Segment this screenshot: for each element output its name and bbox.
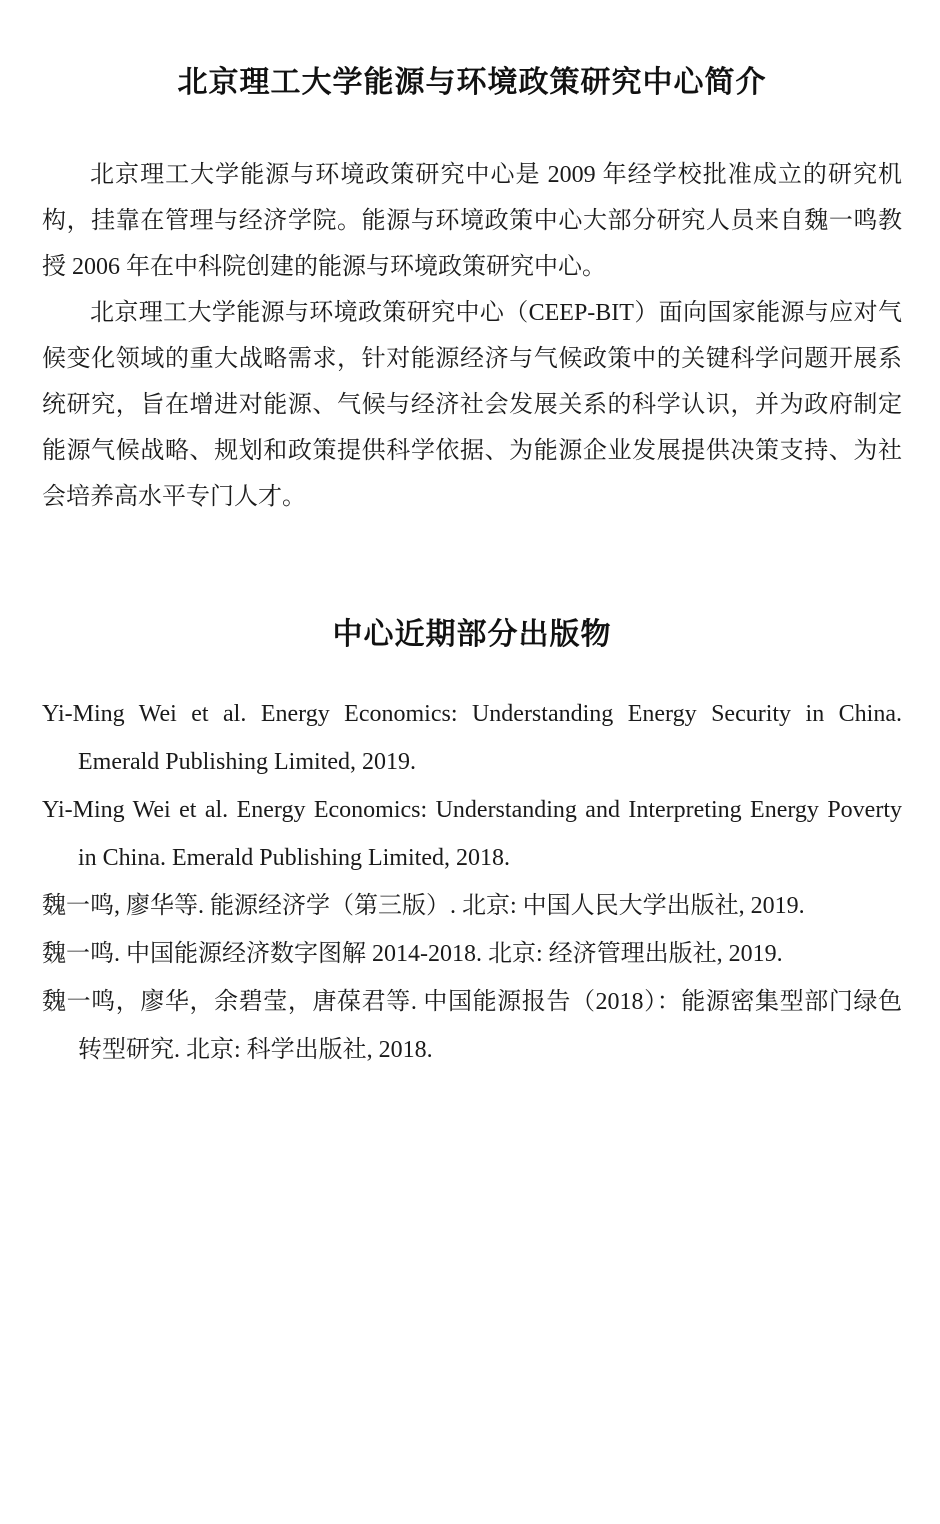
- publication-item-4: 魏一鸣. 中国能源经济数字图解 2014-2018. 北京: 经济管理出版社, 2019.: [42, 941, 783, 967]
- publications-section-heading: 中心近期部分出版物: [332, 618, 612, 651]
- intro-paragraph-2: 北京理工大学能源与环境政策研究中心（CEEP-BIT）面向国家能源与应对气候变化领域的重大战略需求，针对能源经济与气候政策中的关键科学问题开展系统研究，旨在增进对能源、气候与经济社会发展关系的科学认识，并为政府制定能源气候战略、规划和政策提供科学依据、为能源企业发展提供决策支持、为社会培养高水平专门人才。: [42, 300, 902, 510]
- publications-list: [42, 690, 902, 1074]
- publication-item-3: 魏一鸣, 廖华等. 能源经济学（第三版）. 北京: 中国人民大学出版社, 2019.: [42, 893, 805, 919]
- publication-item-1: Yi-Ming Wei et al. Energy Economics: Understanding Energy Security in China. Emerald Publishing Limited, 2019.: [42, 701, 902, 775]
- publication-item-2: Yi-Ming Wei et al. Energy Economics: Understanding and Interpreting Energy Poverty in China. Emerald Publishing Limited, 2018.: [42, 797, 902, 871]
- intro-paragraph-1: 北京理工大学能源与环境政策研究中心是 2009 年经学校批准成立的研究机构，挂靠在管理与经济学院。能源与环境政策中心大部分研究人员来自魏一鸣教授 2006 年在中科院创建的能源与环境政策研究中心。: [42, 162, 902, 280]
- page-title: 北京理工大学能源与环境政策研究中心简介: [177, 66, 767, 99]
- publication-item-5: 魏一鸣，廖华，余碧莹，唐葆君等. 中国能源报告（2018）：能源密集型部门绿色转型研究. 北京: 科学出版社, 2018.: [42, 989, 902, 1063]
